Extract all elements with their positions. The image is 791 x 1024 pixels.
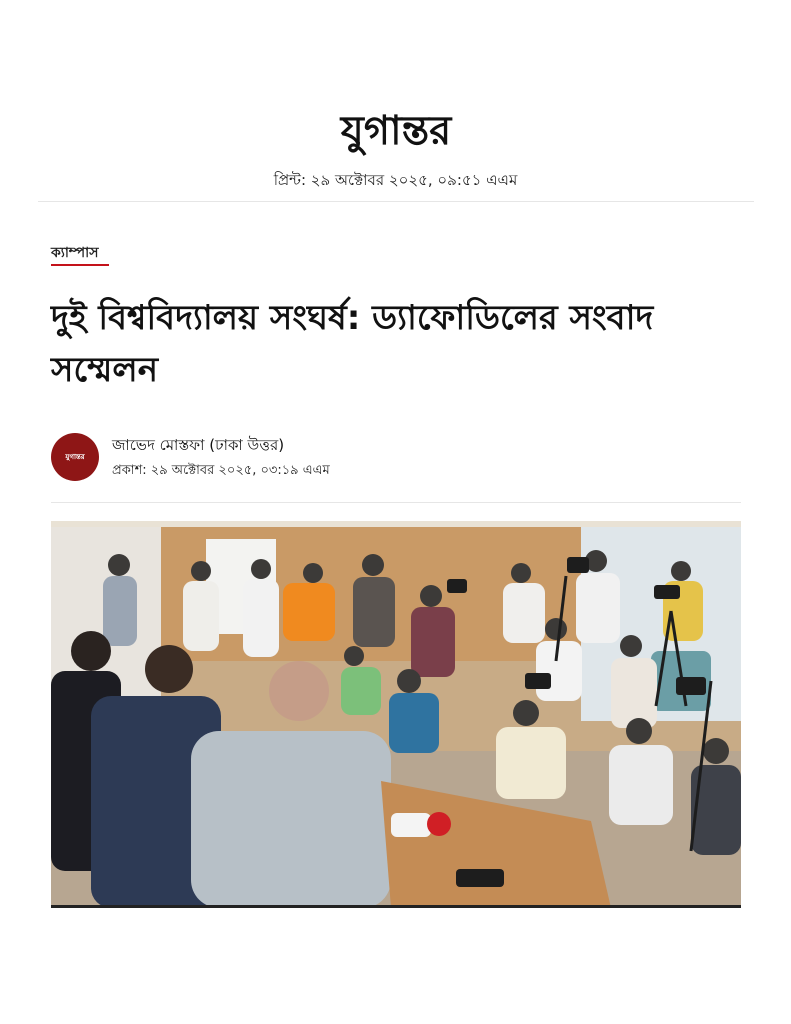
category-underline bbox=[51, 264, 109, 266]
author-name[interactable]: জাভেদ মোস্তফা (ঢাকা উত্তর) bbox=[112, 436, 285, 454]
avatar-label: যুগান্তর bbox=[65, 453, 85, 461]
category-link[interactable]: ক্যাম্পাস bbox=[51, 245, 99, 261]
print-date: প্রিন্ট: ২৯ অক্টোবর ২০২৫, ০৯:৫১ এএম bbox=[273, 171, 518, 189]
photo-border bbox=[51, 905, 741, 908]
article-headline: দুই বিশ্ববিদ্যালয় সংঘর্ষ: ড্যাফোডিলের সংবাদ সম্মেলন bbox=[51, 298, 654, 390]
divider bbox=[38, 201, 754, 202]
article-photo[interactable] bbox=[51, 521, 741, 908]
divider bbox=[51, 502, 741, 503]
press-conference-photo bbox=[51, 521, 741, 908]
publish-date: প্রকাশ: ২৯ অক্টোবর ২০২৫, ০৩:১৯ এএম bbox=[112, 463, 330, 478]
author-avatar[interactable] bbox=[51, 433, 99, 481]
site-logo[interactable] bbox=[0, 104, 791, 156]
logo-text: যুগান্তর bbox=[340, 107, 451, 154]
logo-wordmark bbox=[296, 104, 496, 156]
